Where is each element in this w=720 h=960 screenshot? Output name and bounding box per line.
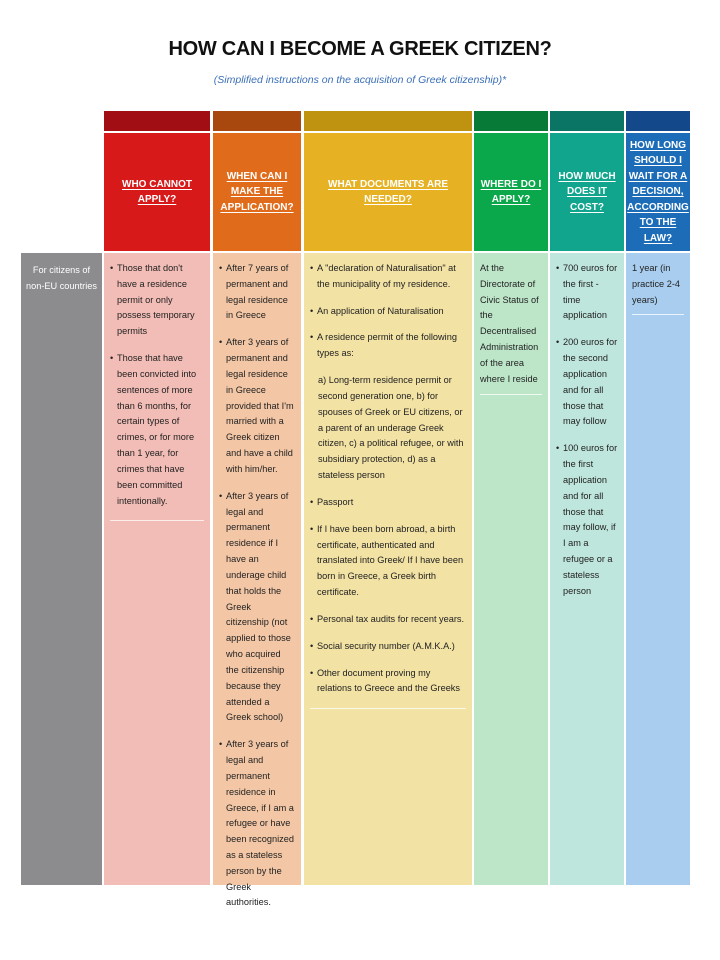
- list-item: • An application of Naturalisation: [310, 304, 466, 320]
- list-item: • A residence permit of the following types as:: [310, 330, 466, 362]
- header-text: WHO CANNOT APPLY?: [122, 178, 192, 205]
- list-item: • After 3 years of legal and permanent residence in Greece, if I am a refugee or have been recognized as a stateless person by the Greek authorities.: [219, 737, 295, 911]
- color-band: [626, 111, 690, 131]
- divider: [480, 394, 542, 395]
- header-text: HOW MUCH DOES IT COST?: [558, 170, 616, 213]
- divider: [632, 314, 684, 315]
- column-body: [104, 253, 210, 885]
- column-documents-needed: [304, 111, 472, 885]
- divider: [110, 520, 204, 521]
- header-text: WHERE DO I APPLY?: [480, 178, 542, 205]
- list-item: • 200 euros for the second application and for all those that may follow: [556, 335, 618, 430]
- column-body: [304, 253, 472, 885]
- color-band: [213, 111, 301, 131]
- header-text: WHAT DOCUMENTS ARE NEEDED?: [328, 178, 448, 205]
- cell-text: At the Directorate of Civic Status of the Decentralised Administration of the area where I reside: [480, 263, 539, 384]
- list-item: • 700 euros for the first - time application: [556, 261, 618, 324]
- color-band: [474, 111, 548, 131]
- list-item: • Those that have been convicted into sentences of more than 6 months, for certain types of crimes, or for more than 1 year, for crimes that have been committed intentionally.: [110, 351, 204, 509]
- column-body: [213, 253, 301, 908]
- color-band: [304, 111, 472, 131]
- column-header: [626, 133, 690, 251]
- column-header: [304, 133, 472, 251]
- column-header: [550, 133, 624, 251]
- list-item: • Personal tax audits for recent years.: [310, 612, 466, 628]
- list-item: • 100 euros for the first application and for all those that may follow, if I am a refugee or a stateless person: [556, 441, 618, 599]
- column-cost: [550, 111, 624, 885]
- column-body: [550, 253, 624, 885]
- list-item: • Those that don't have a residence permit or only possess temporary permits: [110, 261, 204, 340]
- list-item: • Social security number (A.M.K.A.): [310, 639, 466, 655]
- list-item: • After 3 years of legal and permanent residence if I have an underage child that holds the Greek citizenship (not applied to those who acquired the citizenship because they attended a Greek school): [219, 489, 295, 726]
- column-header: [213, 133, 301, 251]
- column-when-can-i-apply: [213, 111, 301, 908]
- list-item: • After 3 years of permanent and legal residence in Greece provided that I'm married with a Greek citizen and have a child with him/her.: [219, 335, 295, 477]
- color-band: [104, 111, 210, 131]
- column-header: [104, 133, 210, 251]
- column-body: [626, 253, 690, 885]
- list-item: • After 7 years of permanent and legal residence in Greece: [219, 261, 295, 324]
- list-item: • A "declaration of Naturalisation" at the municipality of my residence.: [310, 261, 466, 293]
- column-header: [474, 133, 548, 251]
- cell-text: 1 year (in practice 2-4 years): [632, 263, 681, 305]
- column-waiting-time: [626, 111, 690, 885]
- header-text: WHEN CAN I MAKE THE APPLICATION?: [220, 170, 294, 213]
- page-subtitle: (Simplified instructions on the acquisition of Greek citizenship)*: [213, 74, 507, 86]
- column-who-cannot-apply: [104, 111, 210, 885]
- column-body: [474, 253, 548, 885]
- color-band: [550, 111, 624, 131]
- row-label: For citizens of non-EU countries: [21, 253, 102, 885]
- header-text: HOW LONG SHOULD I WAIT FOR A DECISION, ACCORDING TO THE LAW?: [627, 139, 689, 244]
- page-title: HOW CAN I BECOME A GREEK CITIZEN?: [168, 38, 552, 60]
- list-item: • Passport: [310, 495, 466, 511]
- divider: [310, 708, 466, 709]
- list-item: • Other document proving my relations to Greece and the Greeks: [310, 666, 466, 698]
- list-item: • If I have been born abroad, a birth certificate, authenticated and translated into Greek/ If I have been born in Greece, a Greek birth certificate.: [310, 522, 466, 601]
- residence-permit-types: a) Long-term residence permit or second generation one, b) for spouses of Greek or EU citizens, or a parent of an underage Greek citizen, c) a political refugee, or with subsidiary protection, d) as a stateless person: [318, 375, 464, 481]
- column-where-to-apply: [474, 111, 548, 885]
